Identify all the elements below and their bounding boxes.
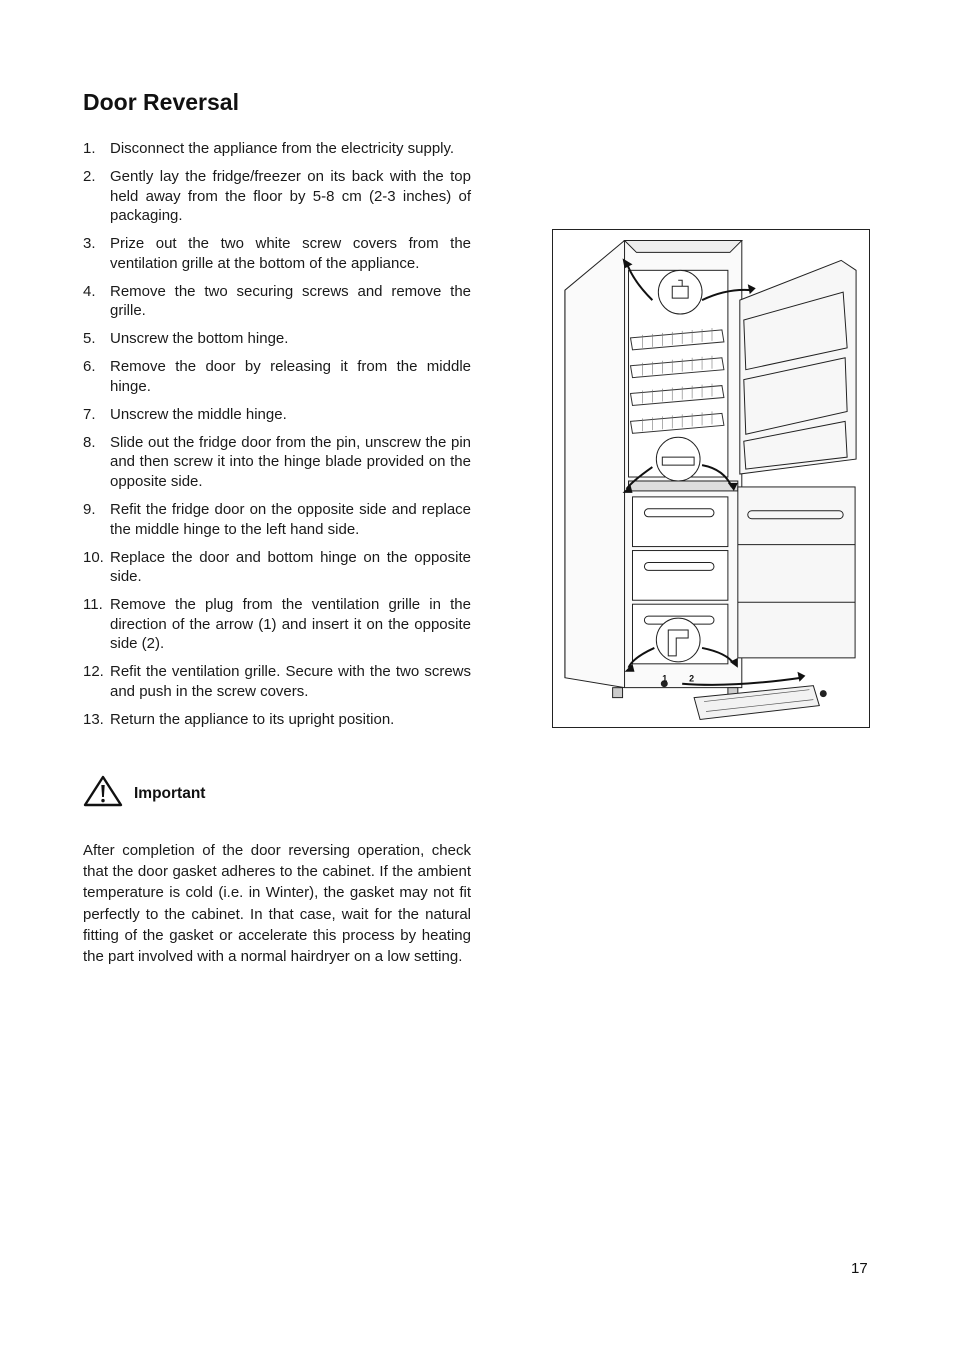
important-callout (83, 775, 205, 812)
step-item (83, 662, 471, 701)
page-number: 17 (851, 1260, 868, 1277)
step-item (83, 139, 471, 159)
step-text: Refit the fridge door on the opposite side and replace the middle hinge to the left hand side. (110, 501, 471, 538)
step-item (83, 548, 471, 587)
step-number: 7. (83, 405, 96, 423)
step-text: Remove the two securing screws and remove the grille. (110, 282, 471, 320)
step-number: 13. (83, 710, 104, 728)
step-item (83, 329, 471, 349)
door-reversal-illustration (552, 229, 870, 728)
step-text: Slide out the fridge door from the pin, unscrew the pin and then screw it into the hinge blade provided on the opposite side. (110, 433, 471, 491)
callout-1: 1 (662, 673, 668, 684)
completion-note: After completion of the door reversing operation, check that the door gasket adheres to the cabinet. If the ambient temperature is cold (i.e. in Winter), the gasket may not fit perfectly to the cabinet. In that case, wait for the natural fitting of the gasket or accelerate this process by heating the part involved with a normal hairdryer on a low setting. (83, 842, 471, 966)
step-text: Replace the door and bottom hinge on the opposite side. (110, 548, 471, 586)
step-number: 9. (83, 501, 96, 519)
step-text: Remove the door by releasing it from the middle hinge. (110, 358, 471, 395)
callout-2: 2 (689, 673, 695, 684)
warning-triangle-icon (83, 775, 123, 812)
page-title: Door Reversal (83, 89, 239, 115)
step-number: 12. (83, 663, 104, 681)
step-number: 3. (83, 235, 96, 253)
step-item (83, 282, 471, 321)
step-number: 8. (83, 433, 96, 451)
step-item (83, 357, 471, 396)
step-number: 6. (83, 358, 96, 376)
step-item (83, 167, 471, 226)
step-text: Gently lay the fridge/freezer on its back with the top held away from the floor by 5-8 cm (2-3 inches) of packaging. (110, 167, 471, 225)
instruction-list (83, 139, 471, 738)
step-number: 1. (83, 140, 96, 157)
step-text: Unscrew the bottom hinge. (110, 330, 289, 348)
step-text: Remove the plug from the ventilation grille in the direction of the arrow (1) and insert it on the opposite side (2). (110, 596, 471, 653)
step-text: Disconnect the appliance from the electricity supply. (110, 140, 455, 157)
step-text: Prize out the two white screw covers from the ventilation grille at the bottom of the appliance. (110, 235, 471, 272)
step-item (83, 595, 471, 654)
step-text: Return the appliance to its upright position. (110, 710, 395, 728)
step-number: 5. (83, 330, 96, 348)
step-item (83, 710, 471, 730)
step-item (83, 234, 471, 273)
step-number: 2. (83, 167, 96, 185)
step-number: 10. (83, 548, 104, 566)
important-label: Important (134, 784, 206, 802)
step-item (83, 405, 471, 425)
step-item (83, 433, 471, 492)
step-number: 4. (83, 282, 96, 300)
step-text: Unscrew the middle hinge. (110, 405, 287, 423)
step-number: 11. (83, 596, 103, 614)
step-text: Refit the ventilation grille. Secure with the two screws and push in the screw covers. (110, 663, 471, 700)
step-item (83, 500, 471, 539)
